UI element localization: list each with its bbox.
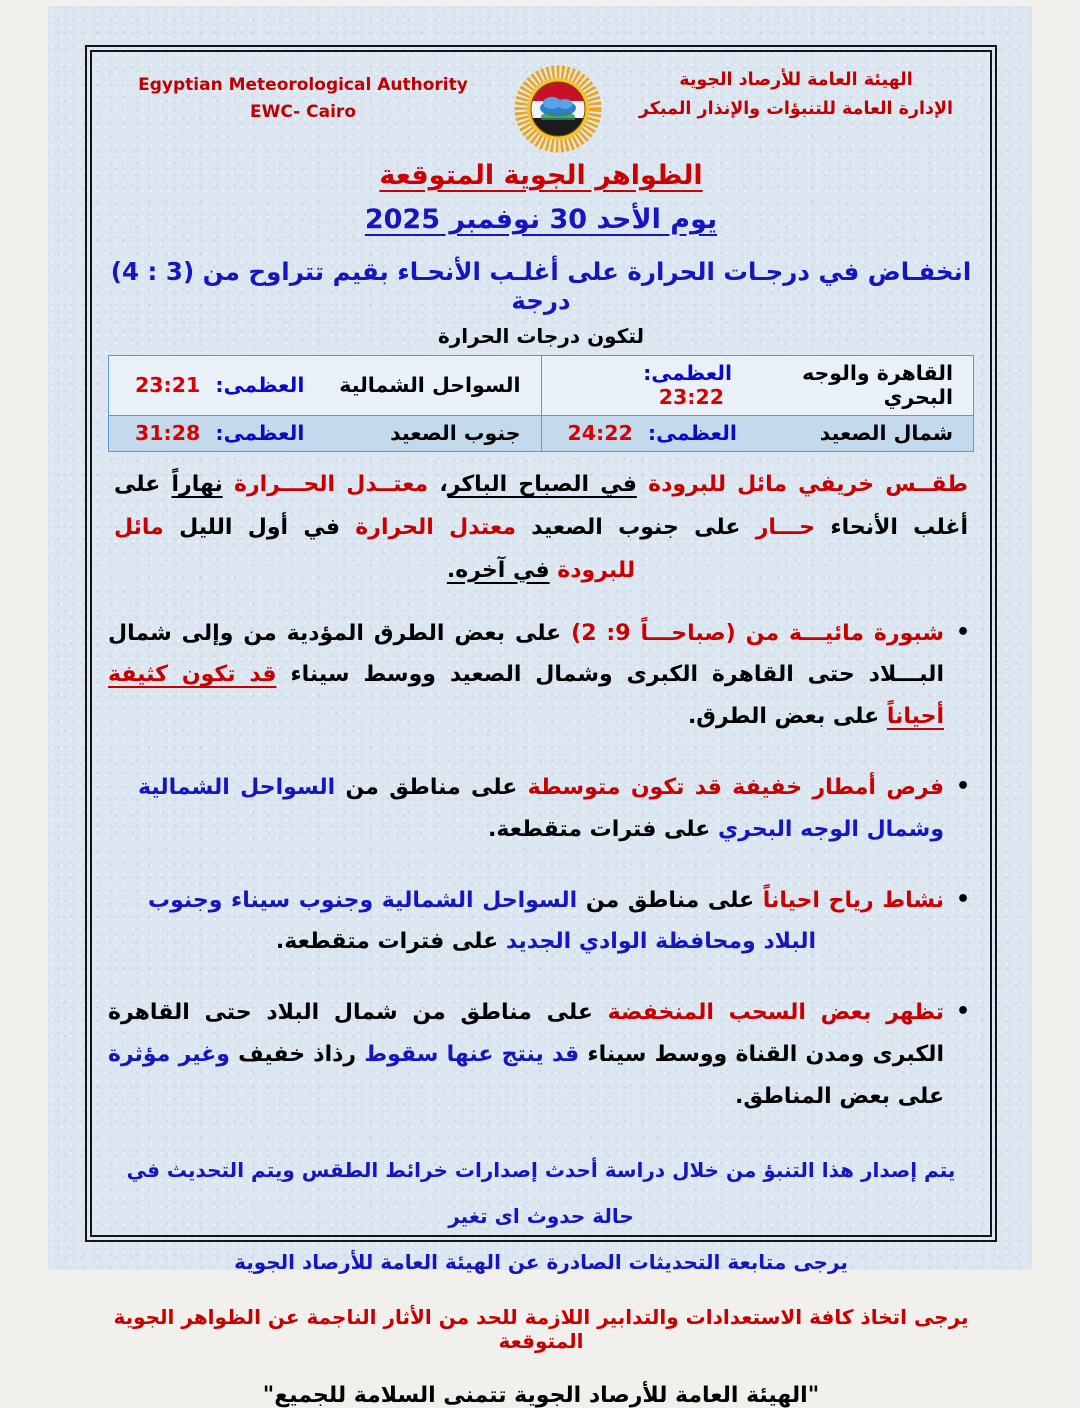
max-temp-label: العظمى: bbox=[215, 421, 305, 445]
table-cell bbox=[541, 416, 974, 451]
max-temp-label: العظمى: bbox=[647, 421, 737, 445]
region-name: القاهرة والوجه البحري bbox=[802, 361, 953, 409]
max-temp-value: 31:28 bbox=[135, 421, 201, 445]
region-name: جنوب الصعيد bbox=[390, 421, 521, 445]
table-row bbox=[109, 356, 973, 415]
max-temp-label: العظمى: bbox=[215, 373, 305, 397]
bullet-item-rain: • فرص أمطار خفيفة قد تكون متوسطة على مناطق من السواحل الشمالية وشمال الوجه البحري على فترات متقطعة. bbox=[108, 767, 974, 851]
forecast-bullets bbox=[108, 613, 974, 1118]
table-cell bbox=[541, 356, 974, 415]
issuance-note-line2: يرجى متابعة التحديثات الصادرة عن الهيئة العامة للأرصاد الجوية bbox=[234, 1249, 848, 1274]
org-name-en-line2: EWC- Cairo bbox=[249, 102, 356, 123]
bullet-item-clouds: • تظهر بعض السحب المنخفضة على مناطق من شمال البلاد حتى القاهرة الكبرى ومدن القناة ووسط سيناء قد ينتج عنها سقوط رذاذ خفيف وغير مؤثرة على بعض المناطق. bbox=[108, 992, 974, 1117]
paper bbox=[48, 6, 1032, 1408]
table-cell bbox=[109, 356, 541, 415]
region-name: شمال الصعيد bbox=[819, 421, 953, 445]
max-temp bbox=[568, 361, 733, 409]
table-cell bbox=[109, 416, 541, 451]
max-temp bbox=[135, 421, 304, 445]
max-temp-value: 24:22 bbox=[567, 421, 633, 445]
precaution-note: يرجى اتخاذ كافة الاستعدادات والتدابير اللازمة للحد من الأثار الناجمة عن الظواهر الجوية المتوقعة bbox=[113, 1304, 969, 1353]
max-temp bbox=[135, 373, 304, 397]
org-name-ar bbox=[618, 64, 974, 124]
date-line: يوم الأحد 30 نوفمبر 2025 bbox=[364, 204, 718, 235]
table-row bbox=[109, 415, 973, 451]
bullet-item-fog: • شبورة مائيـــة من (2 :9 صباحـــاً) على بعض الطرق المؤدية من وإلى شمال البـــلاد حتى القاهرة الكبرى وشمال الصعيد ووسط سيناء قد تكون كثيفة أحياناً على بعض الطرق. bbox=[108, 613, 974, 738]
org-name-ar-line1: الهيئة العامة للأرصاد الجوية bbox=[679, 70, 913, 90]
temperatures-table bbox=[108, 355, 974, 452]
document-frame-inner bbox=[90, 50, 992, 1408]
sun-flag-cloud-logo-icon bbox=[509, 64, 607, 156]
header bbox=[108, 64, 974, 156]
bullet-item-wind: • نشاط رياح احياناً على مناطق من السواحل الشمالية وجنوب سيناء وجنوب البلاد ومحافظة الوادي الجديد على فترات متقطعة. bbox=[108, 880, 974, 964]
max-temp-label: العظمى: bbox=[643, 361, 733, 385]
summary-subline: لتكون درجات الحرارة bbox=[437, 324, 645, 348]
document-frame bbox=[85, 45, 997, 1408]
closing-quote: "الهيئة العامة للأرصاد الجوية تتمنى السلامة للجميع" bbox=[262, 1382, 820, 1408]
region-name: السواحل الشمالية bbox=[339, 373, 521, 397]
org-name-en bbox=[108, 64, 498, 126]
issuance-note bbox=[108, 1147, 974, 1285]
forecast-overview-paragraph: طقــس خريفي مائل للبرودة في الصباح الباكر، معتــدل الحـــرارة نهاراً على أغلب الأنحاء حـــار على جنوب الصعيد معتدل الحرارة في أول الليل مائل للبرودة في آخره. bbox=[114, 472, 969, 583]
org-name-en-line1: Egyptian Meteorological Authority bbox=[138, 75, 468, 95]
max-temp-value: 23:21 bbox=[135, 373, 201, 397]
summary-line: انخفـاض في درجـات الحرارة على أغلـب الأنحـاء بقيم تتراوح من (3 : 4) درجة bbox=[110, 257, 972, 315]
page-title: الظواهر الجوية المتوقعة bbox=[379, 160, 703, 191]
max-temp bbox=[568, 421, 737, 445]
max-temp-value: 23:22 bbox=[658, 385, 725, 409]
authority-logo bbox=[498, 64, 618, 156]
issuance-note-line1: يتم إصدار هذا التنبؤ من خلال دراسة أحدث إصدارات خرائط الطقس ويتم التحديث في حالة حدوث اى تغير bbox=[126, 1157, 956, 1228]
org-name-ar-line2: الإدارة العامة للتنبؤات والإنذار المبكر bbox=[638, 98, 954, 119]
